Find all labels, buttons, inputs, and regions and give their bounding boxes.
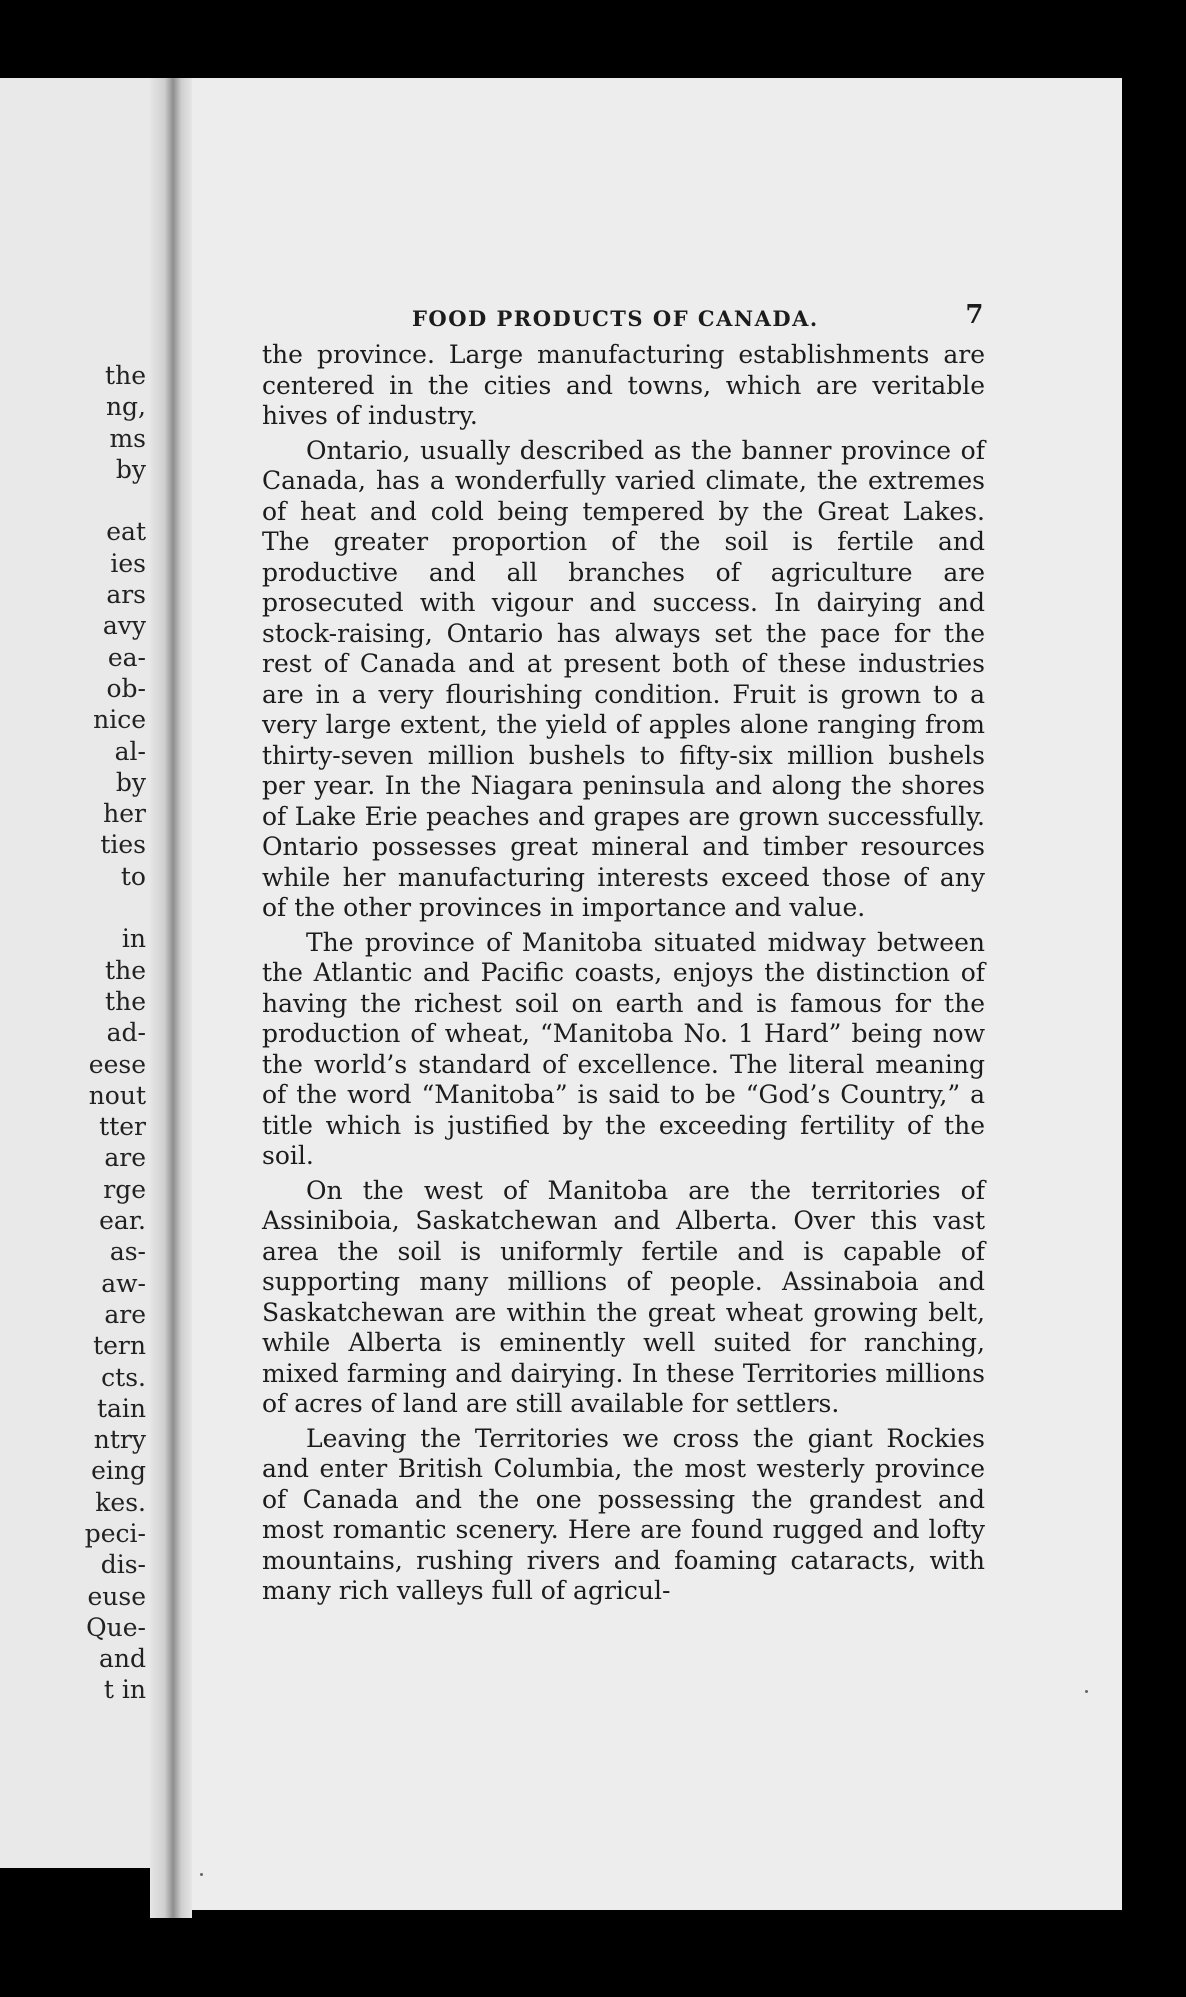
left-page-line: ng,: [105, 392, 146, 422]
left-page-line: by: [115, 454, 146, 484]
left-page-line: peci-: [84, 1518, 146, 1548]
left-page-line: ob-: [106, 673, 146, 703]
left-page-line: the: [105, 361, 146, 390]
running-head: [262, 300, 985, 340]
left-page-line: ars: [106, 580, 146, 610]
left-page-line: tern: [93, 1331, 146, 1361]
left-page-line: al-: [114, 736, 146, 766]
left-page-line: are: [104, 1299, 146, 1329]
book-gutter: [150, 78, 192, 1918]
left-page-line: tain: [96, 1393, 146, 1423]
left-page-line: ear.: [99, 1206, 146, 1236]
left-page-line: euse: [87, 1581, 146, 1611]
left-page-line: the: [105, 955, 146, 985]
left-page-line: rge: [103, 1174, 146, 1204]
page-content: [262, 300, 985, 1611]
left-page-line: [0, 892, 146, 923]
left-page-line: to: [120, 861, 146, 891]
paragraph: Leaving the Territories we cross the giant Rockies and enter British Columbia, the most westerly province of Canada and the one possessing the grandest and most romantic scenery. Here are found rugged and lofty mountains, rushing rivers and foaming cataracts, with many rich valleys full of agricul-: [262, 1423, 985, 1605]
left-page-line: nout: [88, 1080, 146, 1110]
paper-speck: [1085, 1690, 1088, 1693]
left-page-text-fragments: [0, 360, 146, 1706]
paragraph: The province of Manitoba situated midway between the Atlantic and Pacific coasts, enjoys the distinction of having the richest soil on earth and is famous for the production of wheat, “Manitoba No. 1 Hard” being now the world’s standard of excellence. The literal meaning of the word “Manitoba” is said to be “God’s Country,” a title which is justified by the exceeding fertility of the soil.: [262, 927, 985, 1170]
left-page-line: ea-: [107, 642, 146, 672]
left-page-line: avy: [102, 611, 146, 641]
left-page-line: aw-: [101, 1268, 146, 1298]
left-page-line: are: [104, 1143, 146, 1173]
left-page-line: nice: [93, 705, 146, 735]
left-page-line: ntry: [93, 1425, 146, 1455]
paragraph: the province. Large manufacturing establishments are centered in the cities and towns, which are veritable hives of industry.: [262, 340, 985, 430]
left-page-line: ties: [100, 830, 146, 860]
left-page-line: ad-: [106, 1018, 146, 1048]
left-page-line: Que-: [86, 1612, 146, 1642]
running-head-title: FOOD PRODUCTS OF CANADA.: [412, 306, 819, 331]
right-page: [150, 78, 1122, 1910]
paragraph: On the west of Manitoba are the territories of Assiniboia, Saskatchewan and Alberta. Over this vast area the soil is uniformly fertile and is capable of supporting many millions of people. Assinaboia and Saskatchewan are within the great wheat growing belt, while Alberta is eminently well suited for ranching, mixed farming and dairying. In these Territories millions of acres of land are still available for settlers.: [262, 1175, 985, 1418]
left-page-line: eat: [106, 517, 146, 547]
left-page-line: tter: [99, 1112, 146, 1142]
left-page-line: in: [121, 924, 146, 954]
left-page-line: as-: [109, 1237, 146, 1267]
left-page-line: kes.: [95, 1487, 146, 1517]
left-page-line: ms: [109, 423, 146, 453]
left-page-line: eing: [91, 1456, 146, 1486]
left-page-line: by: [115, 767, 146, 797]
left-page-line: eese: [88, 1049, 146, 1079]
left-page-line: dis-: [100, 1550, 146, 1580]
left-page-line: and: [98, 1644, 146, 1674]
left-page-line: ies: [110, 548, 146, 578]
body-text: [262, 340, 985, 1607]
page-number: 7: [965, 300, 985, 330]
paper-speck: [200, 1873, 203, 1876]
left-page-line: the: [105, 986, 146, 1016]
left-page-line: [0, 485, 146, 516]
left-page-line: her: [103, 799, 146, 829]
paragraph: Ontario, usually described as the banner province of Canada, has a wonderfully varied climate, the extremes of heat and cold being tempered by the Great Lakes. The greater proportion of the soil is fertile and productive and all branches of agriculture are prosecuted with vigour and success. In dairying and stock-raising, Ontario has always set the pace for the rest of Canada and at present both of these industries are in a very flourishing condition. Fruit is grown to a very large extent, the yield of apples alone ranging from thirty-seven million bushels to fifty-six million bushels per year. In the Niagara peninsula and along the shores of Lake Erie peaches and grapes are grown successfully. Ontario possesses great mineral and timber resources while her manufacturing interests exceed those of any of the other provinces in importance and value.: [262, 435, 985, 922]
left-page-line: t in: [103, 1675, 146, 1705]
left-page-line: cts.: [101, 1362, 146, 1392]
left-page-fragment: [0, 78, 160, 1868]
